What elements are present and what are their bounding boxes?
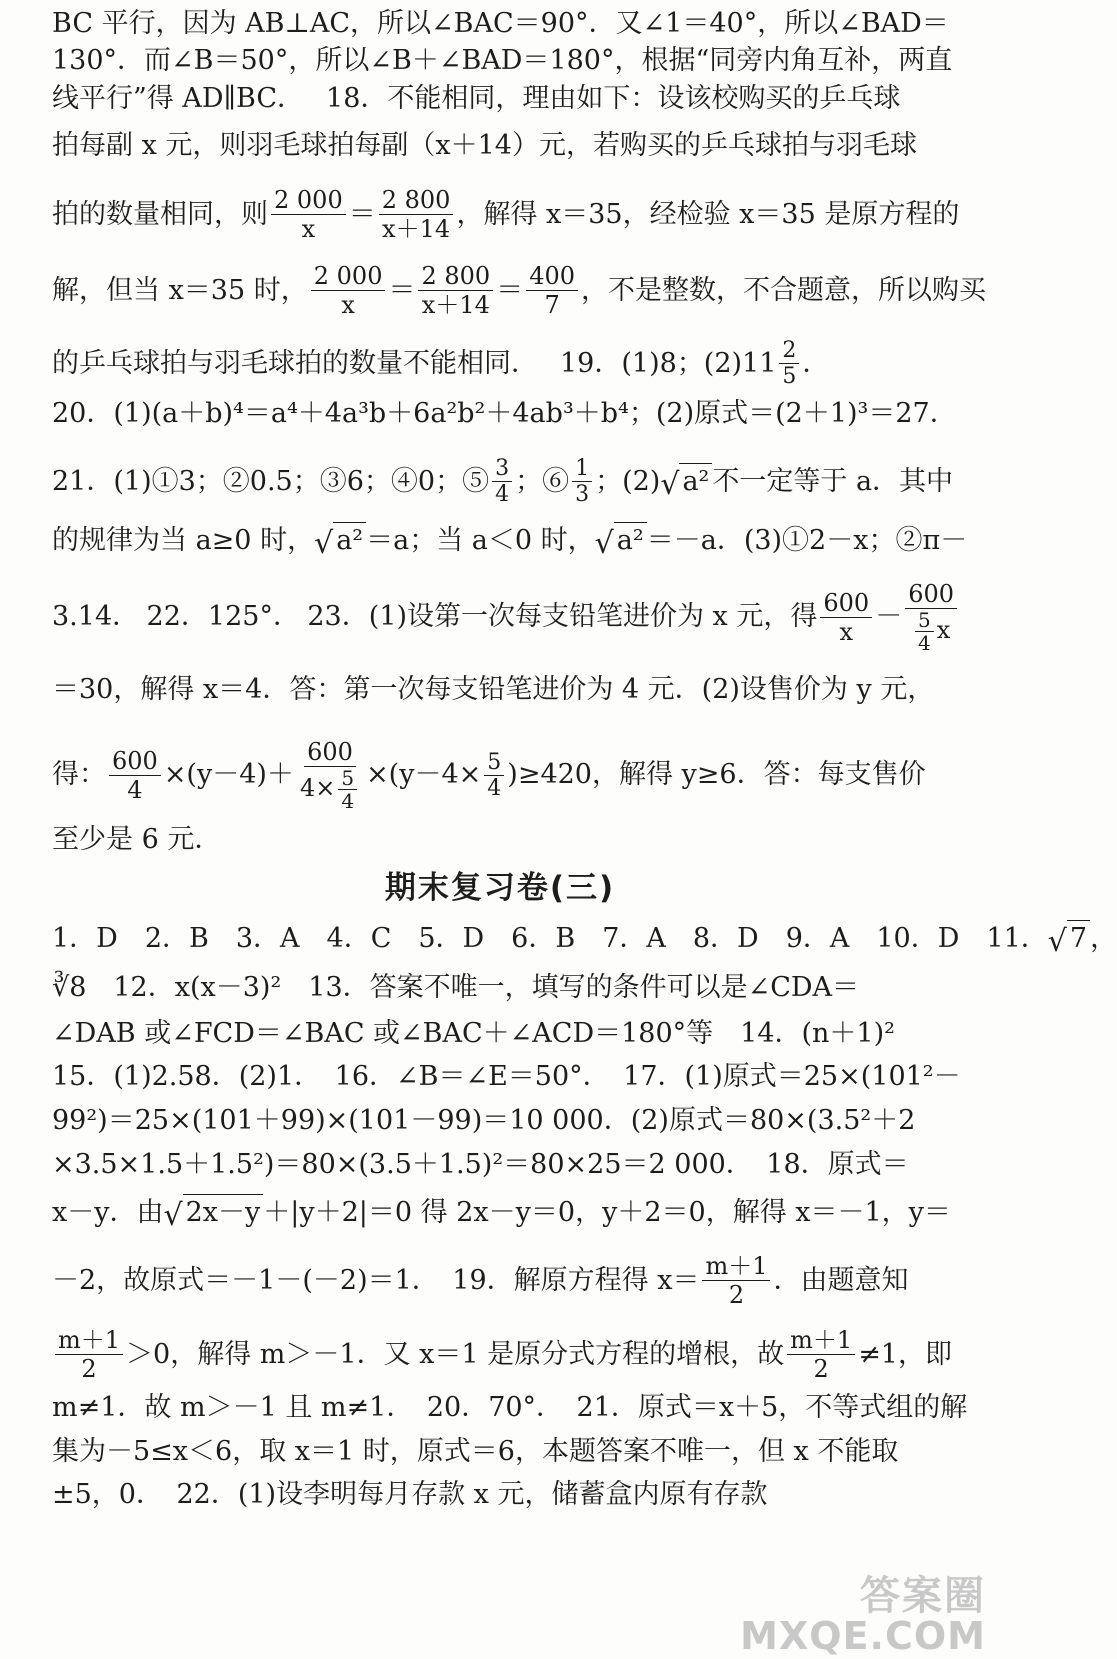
text-line: x－y．由 √ 2x－y ＋|y＋2|＝0 得 2x－y＝0，y＋2＝0，解得 x＝－1，y＝ — [52, 1194, 960, 1231]
fraction: $\frac{2}{5}$ — [779, 338, 799, 389]
text-line: ∛8 12．x(x－3)² 13．答案不唯一，填写的条件可以是∠CDA＝ — [52, 972, 860, 1003]
fraction: $\frac{600}{x}$ — [820, 589, 872, 646]
square-root: √ 7 — [1048, 920, 1090, 957]
fraction: 600 4× $\frac{5}{4}$ — [297, 738, 363, 812]
text-line: 得： $\frac{600}{4}$ ×(y－4)＋ 600 4× $\frac{5}{4}$ ×(y－4× $\frac{5}{4}$ )≥420，解得 y≥6．答：每支售价 — [52, 738, 926, 813]
fraction: $\frac{2 000}{x}$ — [271, 186, 346, 243]
text-line: 至少是 6 元． — [52, 824, 222, 855]
fraction: $\frac{5}{4}$ — [915, 609, 934, 654]
fraction: $\frac{3}{4}$ — [492, 456, 512, 507]
text-line: 21．(1)①3；②0.5；③6；④0；⑤ $\frac{3}{4}$ ；⑥ $\frac{1}{3}$ ；(2) √ a² 不一定等于 a．其中 — [52, 456, 954, 507]
fraction: $\frac{1}{3}$ — [572, 456, 592, 507]
fraction: $\frac{2 800}{x+14}$ — [379, 186, 454, 243]
text-line: 15．(1)2.58．(2)1． 16．∠B＝∠E＝50°． 17．(1)原式＝25×(101²－ — [52, 1061, 961, 1092]
text-line: ∠DAB 或∠FCD＝∠BAC 或∠BAC＋∠ACD＝180°等 14．(n＋1)² — [52, 1018, 895, 1049]
square-root: √ a² — [314, 522, 366, 559]
text-line: －2，故原式＝－1－(－2)＝1． 19．解原方程得 x＝ $\frac{m+1}{2}$ ．由题意知 — [52, 1252, 909, 1309]
text-line: BC 平行，因为 AB⊥AC，所以∠BAC＝90°．又∠1＝40°，所以∠BAD＝ — [52, 8, 949, 39]
text-line: 20．(1)(a＋b)⁴＝a⁴＋4a³b＋6a²b²＋4ab³＋b⁴；(2)原式＝(2＋1)³＝27． — [52, 398, 957, 429]
text-line: 3.14． 22．125°． 23．(1)设第一次每支铅笔进价为 x 元，得 $\frac{600}{x}$ － 600 $\frac{5}{4}$ x — [52, 580, 960, 654]
text-line: ×3.5×1.5＋1.5²)＝80×(3.5＋1.5)²＝80×25＝2 000． 18．原式＝ — [52, 1149, 909, 1180]
square-root: √ a² — [660, 463, 712, 500]
square-root: √ a² — [595, 522, 647, 559]
section-title: 期末复习卷(三) — [384, 870, 616, 906]
fraction: $\frac{2 000}{x}$ — [311, 262, 386, 319]
fraction: $\frac{5}{4}$ — [484, 750, 504, 801]
fraction: $\frac{5}{4}$ — [338, 767, 357, 812]
text-line: 解，但当 x＝35 时， $\frac{2 000}{x}$ ＝ $\frac{2 800}{x+14}$ ＝ $\frac{400}{7}$ ，不是整数，不合题意，所以购买 — [52, 262, 986, 319]
text-line: ±5，0． 22．(1)设李明每月存款 x 元，储蓄盒内原有存款 — [52, 1479, 768, 1510]
fraction: $\frac{m+1}{2}$ — [702, 1252, 770, 1309]
square-root: √ 2x－y — [163, 1194, 263, 1231]
text-line: 集为－5≤x＜6，取 x＝1 时，原式＝6，本题答案不唯一，但 x 不能取 — [52, 1436, 899, 1467]
fraction: $\frac{m+1}{2}$ — [55, 1326, 123, 1383]
watermark-logo: 答案圈 MXQE.COM — [740, 1573, 986, 1658]
text-line: 的乒乓球拍与羽毛球拍的数量不能相同． 19．(1)8；(2)11 $\frac{2}{5}$ ． — [52, 338, 830, 389]
fraction: 600 $\frac{5}{4}$ x — [905, 580, 957, 654]
fraction: $\frac{600}{4}$ — [109, 747, 161, 804]
text-line: 线平行”得 AD∥BC． 18．不能相同，理由如下：设该校购买的乒乓球 — [52, 83, 901, 114]
text-line: 拍每副 x 元，则羽毛球拍每副（x＋14）元，若购买的乒乓球拍与羽毛球 — [52, 130, 917, 161]
text-line: 拍的数量相同，则 $\frac{2 000}{x}$ ＝ $\frac{2 800}{x+14}$ ，解得 x＝35，经检验 x＝35 是原方程的 — [52, 186, 960, 243]
text-line: 99²)＝25×(101＋99)×(101－99)＝10 000．(2)原式＝80×(3.5²＋2 — [52, 1105, 916, 1136]
text-line: 的规律为当 a≥0 时， √ a² ＝a；当 a＜0 时， √ a² ＝－a．(3)①2－x；②π－ — [52, 522, 960, 559]
text-line: ＝30，解得 x＝4．答：第一次每支铅笔进价为 4 元．(2)设售价为 y 元， — [52, 674, 935, 705]
text-line: m≠1．故 m＞－1 且 m≠1． 20．70°． 21．原式＝x＋5，不等式组的解 — [52, 1392, 968, 1423]
fraction: $\frac{400}{7}$ — [526, 262, 578, 319]
text-line: $\frac{m+1}{2}$ ＞0，解得 m＞－1．又 x＝1 是原分式方程的增根，故 $\frac{m+1}{2}$ ≠1，即 — [52, 1326, 960, 1383]
fraction: $\frac{2 800}{x+14}$ — [418, 262, 493, 319]
text-line: 130°．而∠B＝50°，所以∠B＋∠BAD＝180°，根据“同旁内角互补，两直 — [52, 45, 953, 76]
text-line: 1．D 2．B 3．A 4．C 5．D 6．B 7．A 8．D 9．A 10．D 11． √ 7 ， — [52, 920, 960, 957]
fraction: $\frac{m+1}{2}$ — [787, 1326, 855, 1383]
